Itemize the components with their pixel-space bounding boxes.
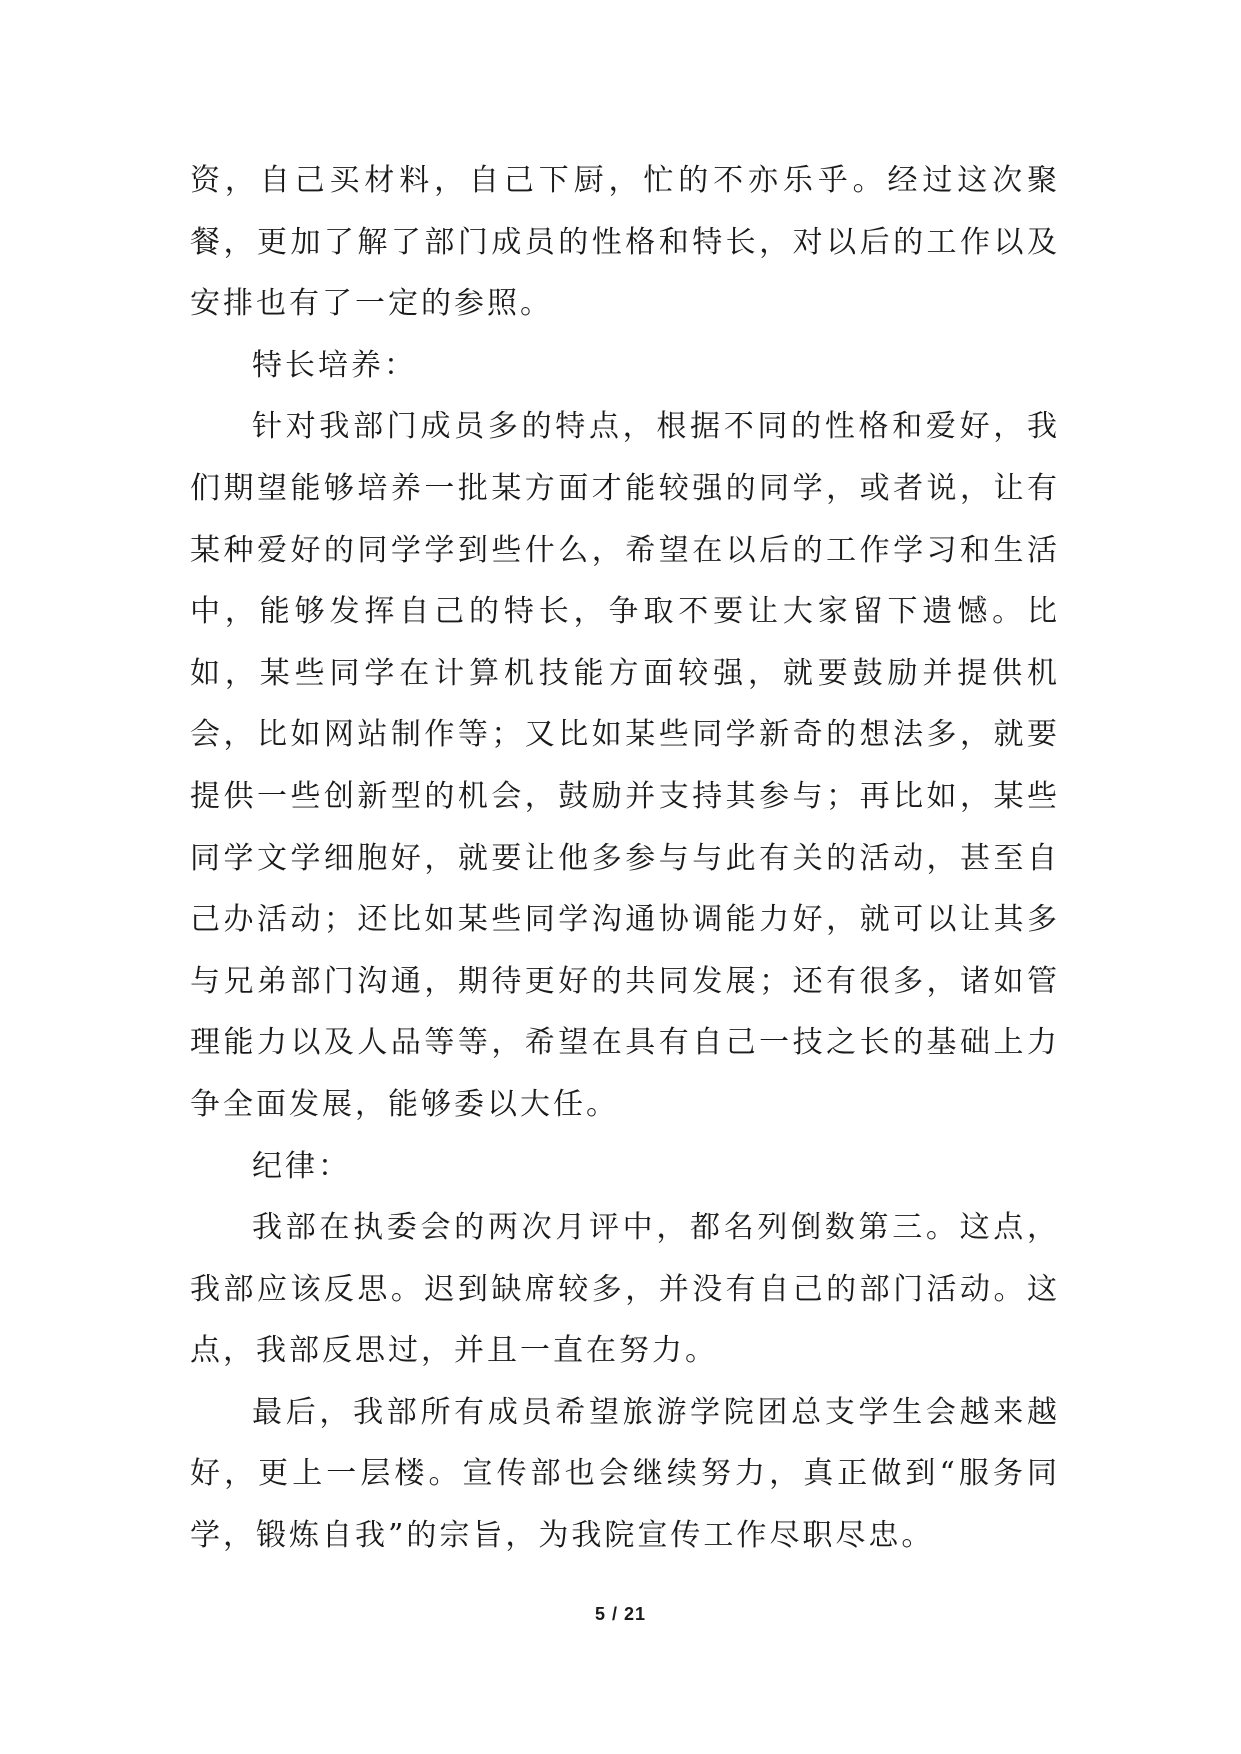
heading-specialty-training: 特长培养： bbox=[252, 347, 417, 383]
heading-discipline: 纪律： bbox=[252, 1148, 351, 1184]
paragraph-specialty-training: 针对我部门成员多的特点，根据不同的性格和爱好，我们期望能够培养一批某方面才能较强的同学，或者说，让有某种爱好的同学学到些什么，希望在以后的工作学习和生活中，能够发挥自己的特长，争取不要让大家留下遗憾。比如，某些同学在计算机技能方面较强，就要鼓励并提供机会，比如网站制作等；又比如某些同学新奇的想法多，就要提供一些创新型的机会，鼓励并支持其参与；再比如，某些同学文学细胞好，就要让他多参与与此有关的活动，甚至自己办活动；还比如某些同学沟通协调能力好，就可以让其多与兄弟部门沟通，期待更好的共同发展；还有很多，诸如管理能力以及人品等等，希望在具有自己一技之长的基础上力争全面发展，能够委以大任。 bbox=[190, 409, 1060, 1122]
paragraph-conclusion: 最后，我部所有成员希望旅游学院团总支学生会越来越好，更上一层楼。宣传部也会继续努力，真正做到“服务同学，锻炼自我”的宗旨，为我院宣传工作尽职尽忠。 bbox=[190, 1394, 1060, 1554]
document-body bbox=[190, 150, 1060, 1567]
paragraph-continued: 资，自己买材料，自己下厨，忙的不亦乐乎。经过这次聚餐，更加了解了部门成员的性格和特长，对以后的工作以及安排也有了一定的参照。 bbox=[190, 163, 1060, 322]
page-number: 5 / 21 bbox=[594, 1604, 647, 1624]
paragraph-discipline: 我部在执委会的两次月评中，都名列倒数第三。这点，我部应该反思。迟到缺席较多，并没有自己的部门活动。这点，我部反思过，并且一直在努力。 bbox=[190, 1210, 1060, 1369]
